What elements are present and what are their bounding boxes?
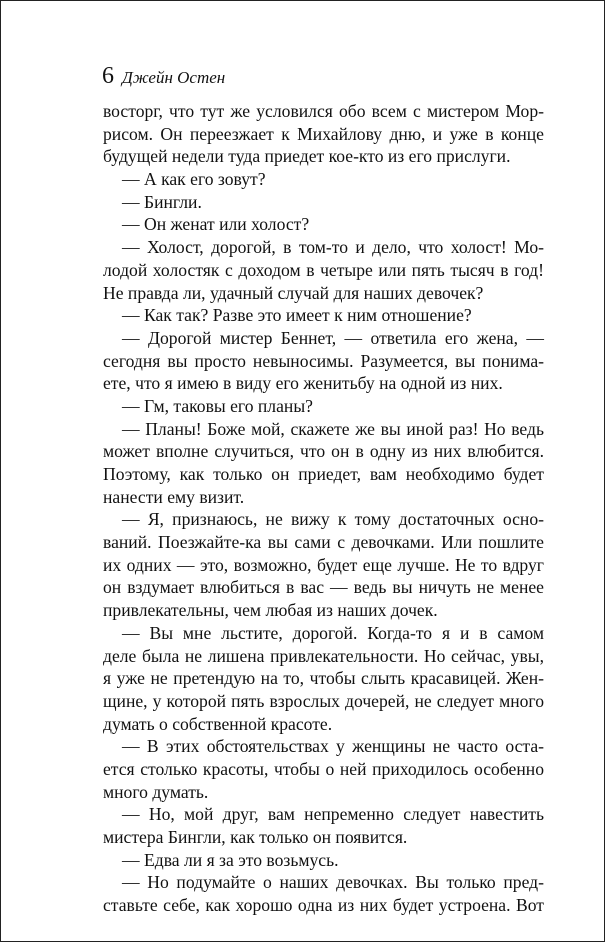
text-line: — Но, мой друг, вам непременно следует навестить bbox=[122, 804, 544, 825]
text-line: — А как его зовут? bbox=[122, 169, 266, 190]
text-line: может вполне случиться, что он в одну из них влюбится. bbox=[103, 441, 544, 462]
text-line: мистера Бингли, как только он появится. bbox=[103, 827, 408, 847]
text-line: он вздумает влюбиться в вас — ведь вы ничуть не менее bbox=[103, 577, 544, 598]
text-line: восторг, что тут же условился обо всем с мистером Мор- bbox=[103, 101, 544, 121]
text-line: будущей недели туда приедет кое-кто из его прислуги. bbox=[103, 146, 511, 167]
text-line: — Как так? Разве это имеет к ним отношение? bbox=[122, 305, 472, 326]
text-line: — Вы мне льстите, дорогой. Когда-то я и в самом bbox=[122, 622, 544, 643]
text-line: привлекательны, чем любая из наших дочек. bbox=[103, 600, 438, 621]
text-line: их одних — это, возможно, будет еще лучше. Не то вдруг bbox=[103, 554, 544, 575]
text-line: ете, что я имею в виду его женитьбу на одной из них. bbox=[103, 373, 503, 394]
text-line: — Холост, дорогой, в том-то и дело, что холост! Мо- bbox=[122, 237, 544, 258]
text-line: нанести ему визит. bbox=[103, 486, 245, 507]
body-text bbox=[103, 100, 544, 917]
text-line: — Планы! Боже мой, скажете же вы иной раз! Но ведь bbox=[122, 418, 544, 439]
text-line: — Бингли. bbox=[122, 191, 202, 212]
text-line: ваний. Поезжайте-ка вы сами с девочками. Или пошлите bbox=[103, 532, 544, 553]
text-line: — Гм, таковы его планы? bbox=[122, 395, 313, 416]
text-line: много думать. bbox=[103, 781, 209, 802]
text-line: я уже не претендую на то, чтобы слыть красавицей. Жен- bbox=[103, 668, 544, 689]
text-line: лодой холостяк с доходом в четыре или пять тысяч в год! bbox=[103, 259, 544, 280]
text-line: — Едва ли я за это возьмусь. bbox=[122, 849, 339, 870]
page-number: 6 bbox=[102, 63, 114, 89]
text-line: ется столько красоты, чтобы о ней приходилось особенно bbox=[103, 758, 544, 779]
text-line: — Дорогой мистер Беннет, — ответила его жена, — bbox=[122, 327, 544, 348]
text-line: — Он женат или холост? bbox=[122, 214, 310, 235]
running-head bbox=[102, 63, 225, 90]
text-line: — Я, признаюсь, не вижу к тому достаточных осно- bbox=[122, 509, 544, 530]
text-line: сегодня вы просто невыносимы. Разумеется, вы понима- bbox=[103, 350, 544, 371]
text-line: — В этих обстоятельствах у женщины не часто оста- bbox=[122, 736, 544, 757]
text-line: щине, у которой пять взрослых дочерей, не следует много bbox=[103, 690, 544, 711]
text-line: рисом. Он переезжает к Михайлову дню, и уже в конце bbox=[103, 123, 544, 144]
text-line: думать о собственной красоте. bbox=[103, 713, 333, 734]
text-line: Поэтому, как только он приедет, вам необходимо будет bbox=[103, 464, 544, 484]
text-line: деле была не лишена привлекательности. Но сейчас, увы, bbox=[103, 645, 544, 666]
text-line: ставьте себе, как хорошо одна из них будет устроена. Вот bbox=[103, 895, 544, 916]
text-line: Не правда ли, удачный случай для наших девочек? bbox=[103, 282, 484, 303]
text-line: — Но подумайте о наших девочках. Вы только пред- bbox=[122, 872, 544, 893]
running-head-author: Джейн Остен bbox=[122, 68, 226, 87]
